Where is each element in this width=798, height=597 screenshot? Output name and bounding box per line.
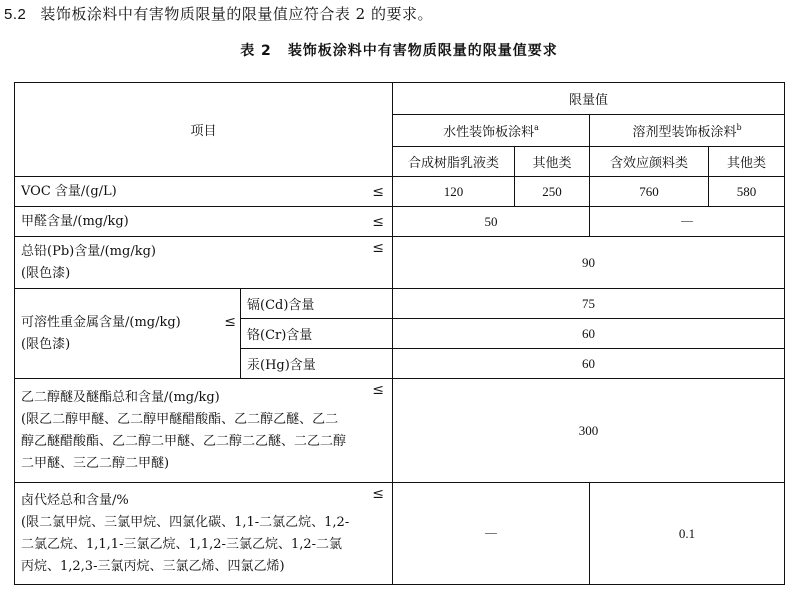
table-row <box>15 177 785 207</box>
le-symbol: ≤ <box>372 486 385 502</box>
table-caption <box>0 40 798 60</box>
row-label-voc: VOC 含量/(g/L) ≤ <box>15 177 393 207</box>
value-cell: 60 <box>393 319 785 349</box>
row-label-formaldehyde: 甲醛含量/(mg/kg) ≤ <box>15 207 393 237</box>
le-symbol: ≤ <box>224 314 236 330</box>
table-row <box>15 207 785 237</box>
value-cell: — <box>590 207 785 237</box>
row-label-glycol-ethers: 乙二醇醚及醚酯总和含量/(mg/kg) (限乙二醇甲醚、乙二醇甲醚醋酸酯、乙二醇乙醚、乙二 醇乙醚醋酸酯、乙二醇二甲醚、乙二醇二乙醚、二乙二醇 二甲醚、三乙二醇二甲醚) ≤ <box>15 379 393 483</box>
value-cell: 580 <box>709 177 785 207</box>
header-water-based: 水性装饰板涂料$^a$ <box>393 115 590 147</box>
limits-table <box>14 82 785 585</box>
table-row <box>15 237 785 289</box>
value-cell: 90 <box>393 237 785 289</box>
clause-text: 装饰板涂料中有害物质限量的限量值应符合表 2 的要求。 <box>40 5 433 23</box>
le-symbol: ≤ <box>372 240 385 256</box>
value-cell: 250 <box>515 177 590 207</box>
header-row <box>15 83 785 115</box>
header-item: 项目 <box>15 83 393 177</box>
table-row <box>15 379 785 483</box>
value-cell: 760 <box>590 177 709 207</box>
le-symbol: ≤ <box>372 382 385 398</box>
le-symbol: ≤ <box>372 183 385 200</box>
value-cell: 60 <box>393 349 785 379</box>
footnote-marker: a <box>534 123 539 132</box>
le-symbol: ≤ <box>372 213 385 230</box>
header-synthetic-resin: 合成树脂乳液类 <box>393 147 515 177</box>
footnote-marker: b <box>736 123 742 132</box>
table-title: 装饰板涂料中有害物质限量的限量值要求 <box>287 43 558 59</box>
row-label-halogenated: 卤代烃总和含量/% (限二氯甲烷、三氯甲烷、四氯化碳、1,1-二氯乙烷、1,2- 二氯乙烷、1,1,1-三氯乙烷、1,1,2-三氯乙烷、1,2-二氯 丙烷、1,2,3-三氯丙烷、三氯乙烯、四氯乙烯) ≤ <box>15 483 393 585</box>
clause-number: 5.2 <box>4 6 27 23</box>
header-effect-pigment: 含效应颜料类 <box>590 147 709 177</box>
metal-mercury: 汞(Hg)含量 <box>241 349 393 379</box>
metal-chromium: 铬(Cr)含量 <box>241 319 393 349</box>
header-solvent-based: 溶剂型装饰板涂料$^b$ <box>590 115 785 147</box>
header-limit: 限量值 <box>393 83 785 115</box>
value-cell: 75 <box>393 289 785 319</box>
value-cell: — <box>393 483 590 585</box>
table-row <box>15 289 785 319</box>
header-solvent-other: 其他类 <box>709 147 785 177</box>
value-cell: 0.1 <box>590 483 785 585</box>
value-cell: 120 <box>393 177 515 207</box>
table-label: 表 2 <box>240 43 272 59</box>
value-cell: 300 <box>393 379 785 483</box>
row-label-lead: 总铅(Pb)含量/(mg/kg) (限色漆) ≤ <box>15 237 393 289</box>
metal-cadmium: 镉(Cd)含量 <box>241 289 393 319</box>
row-label-heavy-metals: 可溶性重金属含量/(mg/kg) (限色漆) ≤ <box>15 289 241 379</box>
header-water-other: 其他类 <box>515 147 590 177</box>
table-row <box>15 483 785 585</box>
value-cell: 50 <box>393 207 590 237</box>
clause-paragraph <box>4 3 433 26</box>
